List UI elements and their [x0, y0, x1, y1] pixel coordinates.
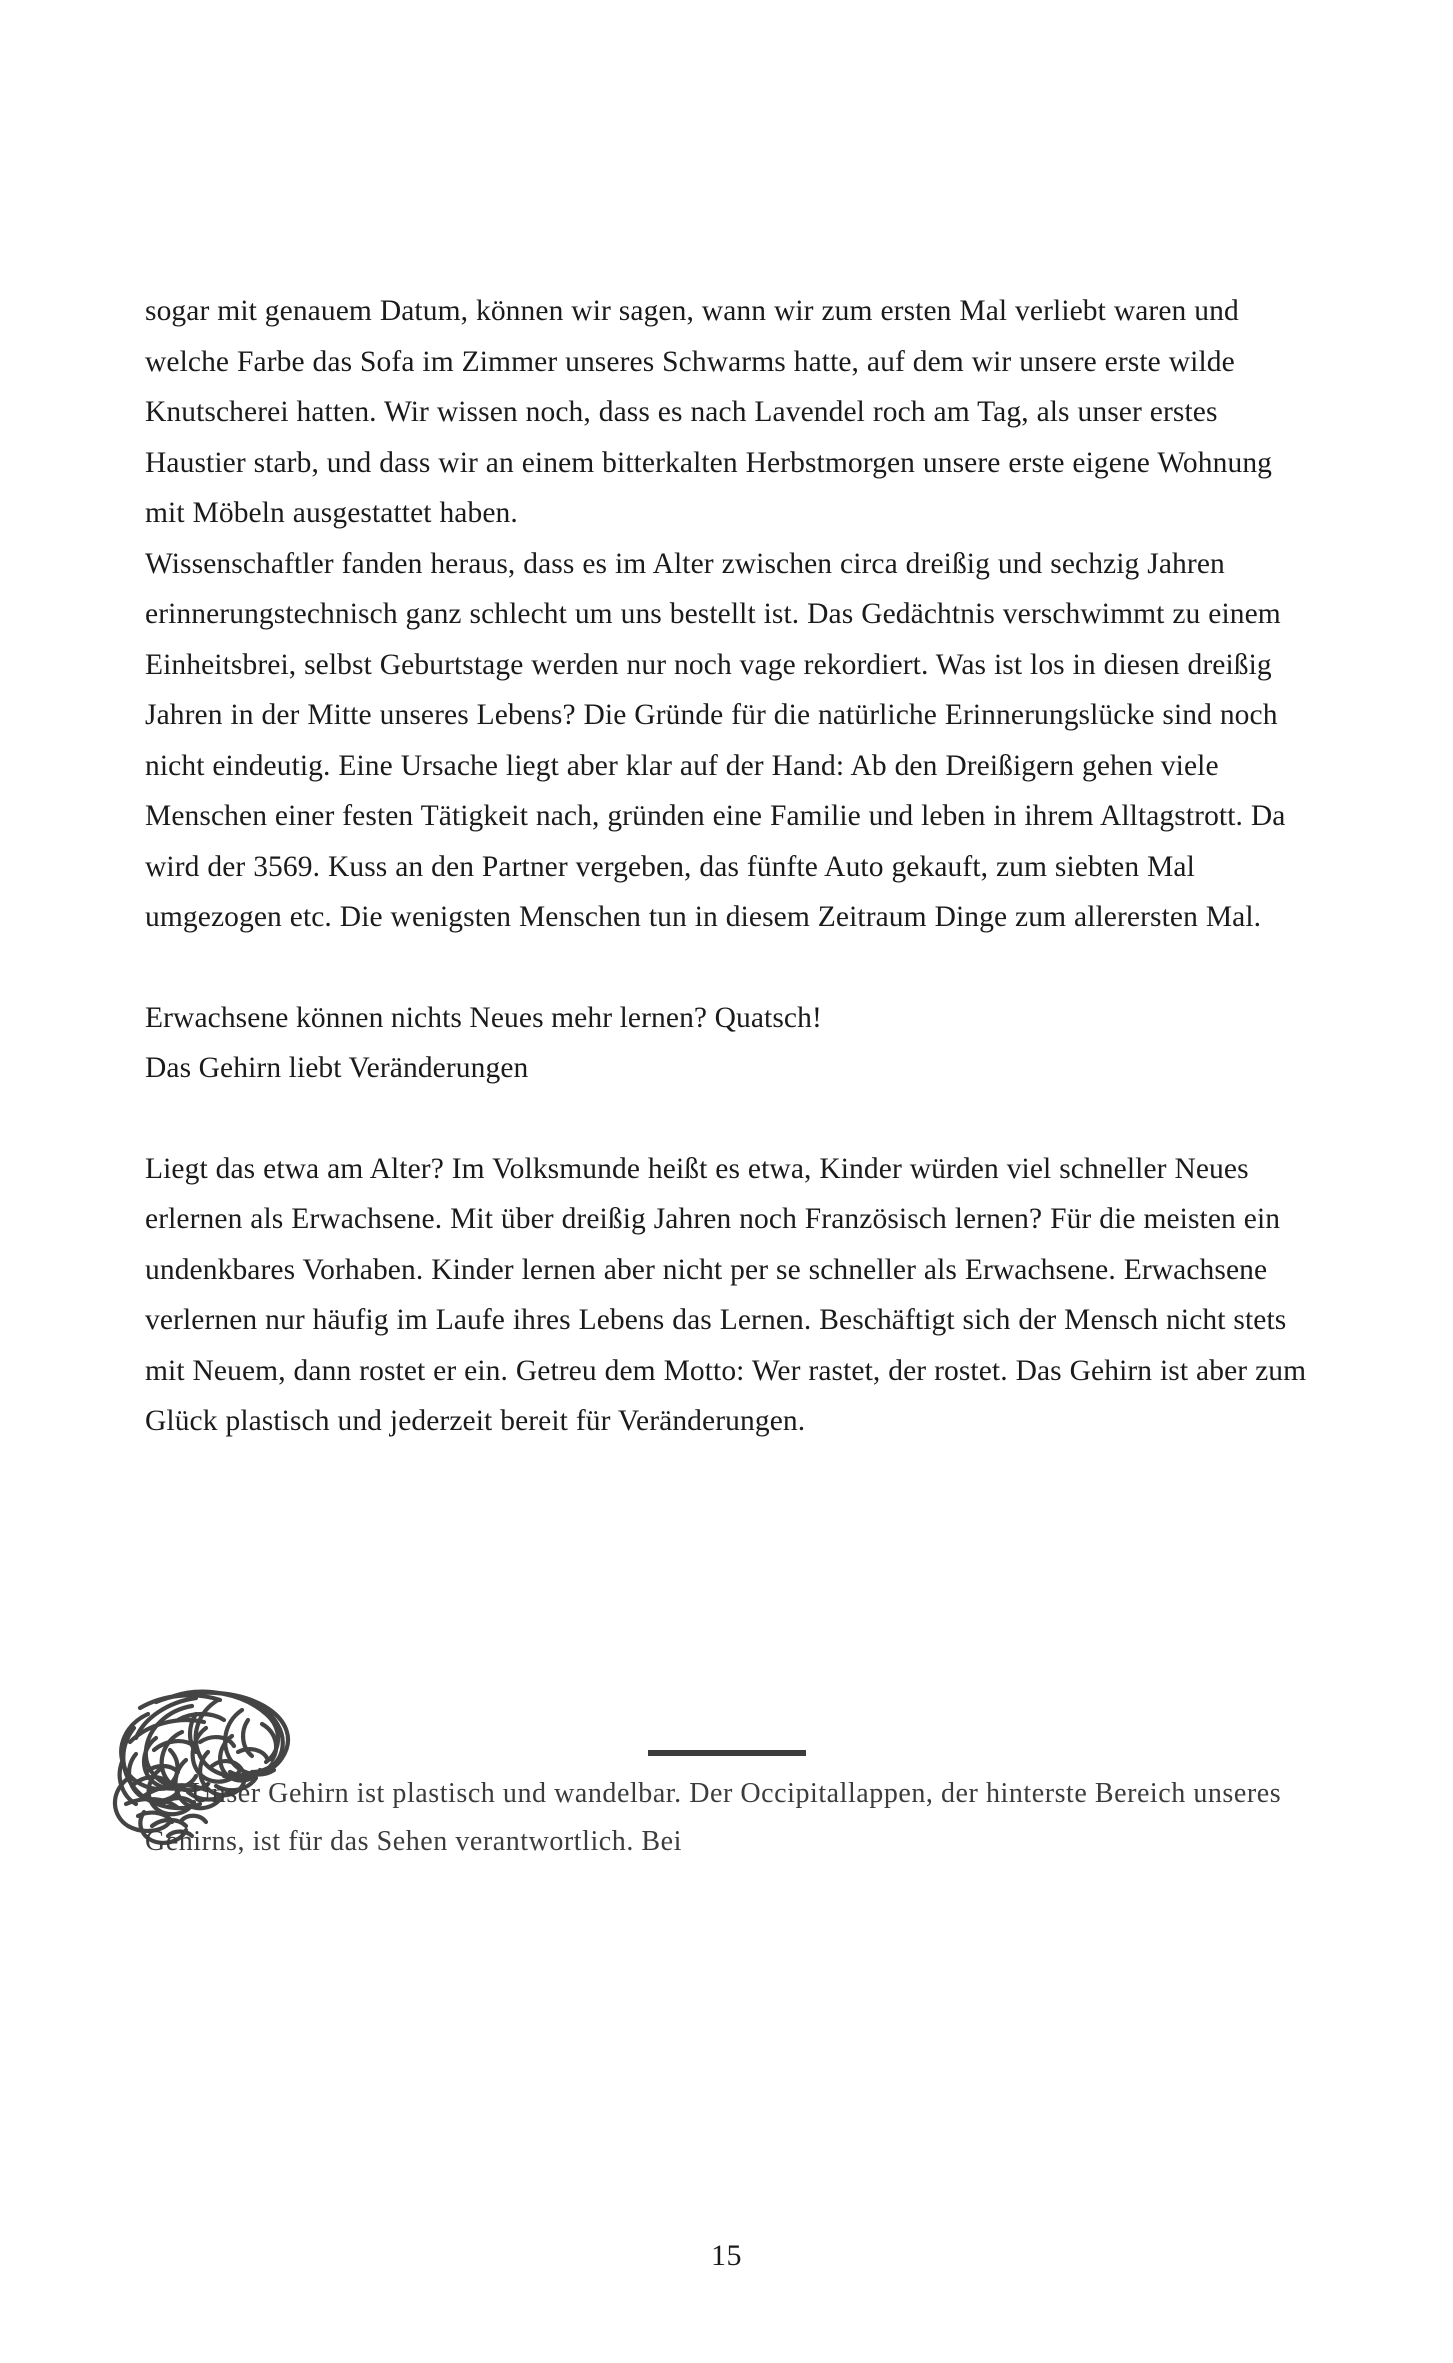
info-box-divider	[648, 1750, 806, 1756]
paragraph-memory-research: Wissenschaftler fanden heraus, dass es im Alter zwischen circa dreißig und sechzig Jahren erinnerungstechnisch ganz schlecht um uns bestellt ist. Das Gedächtnis verschwimmt zu einem Einheitsbrei, selbst Geburtstage werden nur noch vage rekordiert. Was ist los in diesen dreißig Jahren in der Mitte unseres Lebens? Die Gründe für die natürliche Erinnerungslücke sind noch nicht eindeutig. Eine Ursache liegt aber klar auf der Hand: Ab den Dreißigern gehen viele Menschen einer festen Tätigkeit nach, gründen eine Familie und leben in ihrem Alltagstrott. Da wird der 3569. Kuss an den Partner vergeben, das fünfte Auto gekauft, zum siebten Mal umgezogen etc. Die wenigsten Menschen tun in diesem Zeitraum Dinge zum allerersten Mal.	[145, 547, 1286, 933]
section-heading-line-2: Das Gehirn liebt Veränderungen	[145, 1052, 529, 1084]
info-box	[145, 1770, 1308, 1866]
body-text-column	[145, 286, 1308, 1447]
section-heading-line-1: Erwachsene können nichts Neues mehr lernen? Quatsch!	[145, 1001, 822, 1034]
paragraph-continued: sogar mit genauem Datum, können wir sagen, wann wir zum ersten Mal verliebt waren und welche Farbe das Sofa im Zimmer unseres Schwarms hatte, auf dem wir unsere erste wilde Knutscherei hatten. Wir wissen noch, dass es nach Lavendel roch am Tag, als unser erstes Haustier starb, und dass wir an einem bitterkalten Herbstmorgen unsere erste eigene Wohnung mit Möbeln ausgestattet haben.	[145, 295, 1273, 529]
page-number: 15	[711, 2239, 742, 2272]
info-box-text: Unser Gehirn ist plastisch und wandelbar. Der Occipitallappen, der hinterste Bereich unseres Gehirns, ist für das Sehen verantwortlich. Bei	[145, 1778, 1282, 1857]
section-heading	[145, 993, 1308, 1094]
paragraph-learning: Liegt das etwa am Alter? Im Volksmunde heißt es etwa, Kinder würden viel schneller Neues erlernen als Erwachsene. Mit über dreißig Jahren noch Französisch lernen? Für die meisten ein undenkbares Vorhaben. Kinder lernen aber nicht per se schneller als Erwachsene. Erwachsene verlernen nur häufig im Laufe ihres Lebens das Lernen. Beschäftigt sich der Mensch nicht stets mit Neuem, dann rostet er ein. Getreu dem Motto: Wer rastet, der rostet. Das Gehirn ist aber zum Glück plastisch und jederzeit bereit für Veränderungen.	[145, 1152, 1307, 1437]
